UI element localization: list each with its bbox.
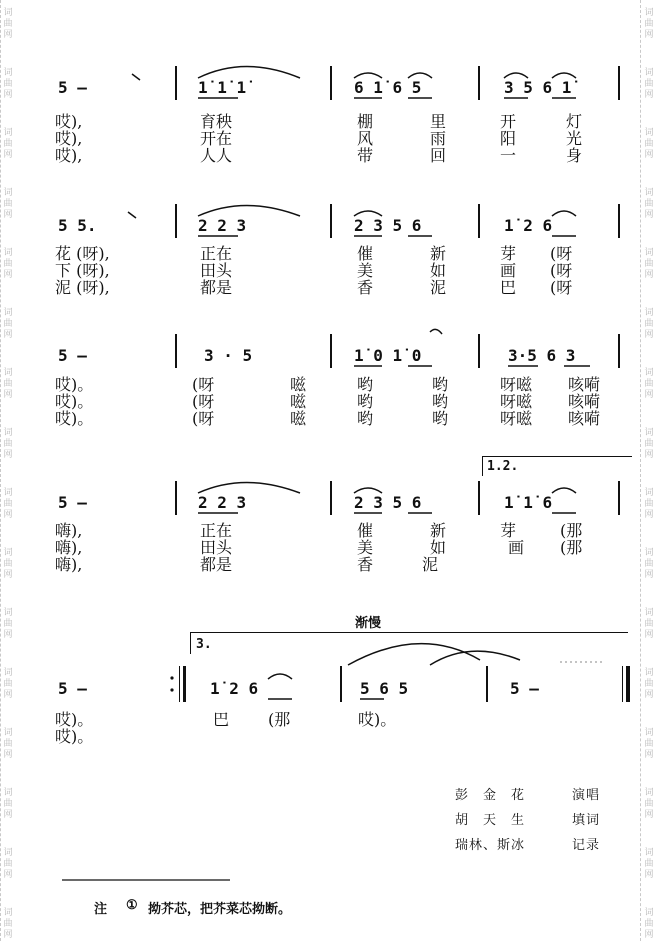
lyric-2-3-c: 香 — [357, 278, 374, 297]
watermark-text: 词 曲 网 — [3, 428, 13, 460]
breath-mark — [430, 329, 442, 334]
lyric-2-5-b: 画 — [500, 261, 517, 280]
lyric-2-2-b: 田头 — [200, 261, 233, 280]
watermark-text: 词 曲 网 — [3, 68, 13, 100]
lyric-4-2-b: 田头 — [200, 538, 233, 557]
watermark-text: 词 曲 网 — [3, 248, 13, 280]
breath-mark — [128, 212, 136, 218]
measure-5-3: 5 6 5 — [360, 679, 409, 698]
lyric-4-5-a: 芽 — [500, 521, 517, 540]
watermark-text: 词 曲 网 — [644, 308, 654, 340]
lyric-3-5-a: 哟 — [432, 375, 449, 394]
measure-3-3: 1̇ 0 1̇ 0 — [354, 346, 422, 365]
lyric-1-1-b: 哎), — [55, 129, 83, 148]
lyric-2-4-c: 泥 — [430, 278, 447, 297]
lyric-4-2-a: 正在 — [200, 521, 233, 540]
lyric-4-1-a: 嗨), — [55, 521, 83, 540]
lyric-3-7-c: 咳嗬 — [568, 409, 601, 428]
lyric-3-2-c: (呀 — [192, 409, 215, 428]
lyric-5-1-b: 哎)。 — [55, 727, 94, 746]
lyric-1-5-a: 开 — [500, 112, 517, 131]
lyric-3-2-b: (呀 — [192, 392, 215, 411]
volta-1-2: 1.2. — [487, 459, 519, 474]
watermark-text: 词 曲 网 — [644, 788, 654, 820]
breath-mark — [132, 74, 140, 80]
measure-1-1: 5 – — [58, 78, 87, 97]
lyric-4-4-a: 新 — [430, 521, 447, 540]
lyric-5-2-a: 巴 — [213, 710, 230, 729]
lyric-3-7-a: 咳嗬 — [568, 375, 601, 394]
lyric-2-1-b: 下 (呀), — [55, 261, 110, 280]
lyric-1-6-a: 灯 — [566, 112, 583, 131]
footnote-marker: ① — [126, 898, 138, 913]
measure-1-3: 6 1̇ 6 5 — [354, 78, 422, 97]
lyric-2-2-c: 都是 — [200, 278, 233, 297]
watermark-text: 词 曲 网 — [644, 428, 654, 460]
measure-5-2: 1̇ 2 6 — [210, 679, 259, 698]
slur — [198, 67, 300, 79]
repeat-dot — [170, 688, 173, 691]
lyric-3-4-c: 哟 — [357, 409, 374, 428]
slur — [354, 73, 382, 78]
footnote-label: 注 — [94, 902, 108, 917]
lyric-1-3-c: 带 — [357, 146, 374, 165]
watermark-text: 词 曲 网 — [644, 488, 654, 520]
lyric-3-4-a: 哟 — [357, 375, 374, 394]
slur — [552, 73, 576, 78]
lyric-3-2-a: (呀 — [192, 375, 215, 394]
lyric-3-1-a: 哎)。 — [55, 375, 94, 394]
lyric-1-5-b: 阳 — [500, 129, 517, 148]
lyric-3-5-c: 哟 — [432, 409, 449, 428]
measure-3-2: 3 · 5 — [204, 346, 253, 365]
lyric-3-1-c: 哎)。 — [55, 409, 94, 428]
lyric-2-5-c: 巴 — [500, 278, 517, 297]
watermark-text: 词 曲 网 — [3, 8, 13, 40]
lyric-4-5-b: 画 — [508, 538, 525, 557]
credit-lyricist-name: 胡 天 生 — [455, 813, 526, 828]
lyric-3-3-c: 嗞 — [290, 409, 307, 428]
watermark-text: 词 曲 网 — [3, 608, 13, 640]
credit-lyricist-role: 填词 — [572, 813, 601, 828]
lyric-1-6-b: 光 — [566, 129, 583, 148]
lyric-3-4-b: 哟 — [357, 392, 374, 411]
lyric-3-3-a: 嗞 — [290, 375, 307, 394]
lyric-4-3-a: 催 — [357, 521, 374, 540]
slur — [198, 483, 300, 494]
watermark-text: 词 曲 网 — [644, 668, 654, 700]
slur — [552, 488, 576, 493]
lyric-2-1-c: 泥 (呀), — [55, 278, 110, 297]
measure-4-2: 2 2 3 — [198, 493, 247, 512]
lyric-5-3-a: (那 — [268, 710, 291, 729]
watermark-text: 词 曲 网 — [3, 488, 13, 520]
lyric-4-4-b: 如 — [430, 538, 447, 557]
measure-2-3: 2 3 5 6 — [354, 216, 422, 235]
lyric-2-4-b: 如 — [430, 261, 447, 280]
lyric-1-1-a: 哎), — [55, 112, 83, 131]
lyric-3-6-b: 呀嗞 — [500, 392, 533, 411]
measure-2-1: 5 5. — [58, 216, 97, 235]
lyric-4-1-b: 嗨), — [55, 538, 83, 557]
volta-3: 3. — [196, 637, 212, 652]
lyric-2-5-a: 芽 — [500, 244, 517, 263]
watermark-text: 词 曲 网 — [3, 368, 13, 400]
lyric-1-2-b: 开在 — [200, 129, 233, 148]
lyric-2-2-a: 正在 — [200, 244, 233, 263]
watermark-text: 词 曲 网 — [3, 308, 13, 340]
credit-recorder-name: 瑞林、斯冰 — [455, 838, 526, 853]
lyric-1-2-a: 育秧 — [200, 112, 233, 131]
watermark-text: 词 曲 网 — [3, 728, 13, 760]
watermark-text: 词 曲 网 — [644, 908, 654, 940]
lyric-3-5-b: 哟 — [432, 392, 449, 411]
credit-recorder-role: 记录 — [572, 838, 601, 853]
measure-2-2: 2 2 3 — [198, 216, 247, 235]
lyric-5-4-a: 哎)。 — [358, 710, 397, 729]
watermark-text: 词 曲 网 — [644, 248, 654, 280]
slur — [198, 206, 300, 217]
measure-4-3: 2 3 5 6 — [354, 493, 422, 512]
slur — [354, 211, 382, 216]
watermark-text: 词 曲 网 — [644, 728, 654, 760]
watermark-text: 词 曲 网 — [3, 848, 13, 880]
lyric-1-3-b: 风 — [357, 129, 374, 148]
measure-1-2: 1̇ 1̇ 1̇ — [198, 78, 247, 97]
lyric-3-1-b: 哎)。 — [55, 392, 94, 411]
lyric-2-6-c: (呀 — [550, 278, 573, 297]
lyric-4-4-c: 泥 — [422, 555, 439, 574]
watermark-text: 词 曲 网 — [3, 548, 13, 580]
tempo-marking: 渐慢 — [355, 616, 382, 631]
watermark-text: 词 曲 网 — [3, 908, 13, 940]
lyric-1-5-c: 一 — [500, 146, 517, 165]
lyric-4-6-a: (那 — [560, 521, 583, 540]
slur — [348, 644, 480, 665]
watermark-text: 词 曲 网 — [644, 68, 654, 100]
watermark-text: 词 曲 网 — [644, 188, 654, 220]
repeat-dot — [170, 676, 173, 679]
watermark-text: 词 曲 网 — [3, 668, 13, 700]
watermark-text: 词 曲 网 — [3, 188, 13, 220]
watermark-text: 词 曲 网 — [3, 788, 13, 820]
slur — [552, 211, 576, 216]
watermark-text: 词 曲 网 — [644, 128, 654, 160]
lyric-5-1-a: 哎)。 — [55, 710, 94, 729]
watermark-text: 词 曲 网 — [644, 8, 654, 40]
lyric-4-3-b: 美 — [357, 538, 374, 557]
lyric-1-4-b: 雨 — [430, 129, 447, 148]
lyric-4-1-c: 嗨), — [55, 555, 83, 574]
lyric-2-1-a: 花 (呀), — [55, 244, 110, 263]
lyric-1-2-c: 人人 — [200, 146, 233, 165]
lyric-1-4-c: 回 — [430, 146, 447, 165]
measure-1-4: 3 5 6 1̇ — [504, 78, 572, 97]
lyric-3-6-a: 呀嗞 — [500, 375, 533, 394]
measure-3-4: 3·5 6 3 — [508, 346, 576, 365]
measure-2-4: 1̇ 2 6 — [504, 216, 553, 235]
watermark-text: 词 曲 网 — [644, 548, 654, 580]
lyric-1-1-c: 哎), — [55, 146, 83, 165]
lyric-3-3-b: 嗞 — [290, 392, 307, 411]
measure-5-4: 5 – — [510, 679, 539, 698]
lyric-4-6-b: (那 — [560, 538, 583, 557]
slur — [268, 674, 292, 679]
lyric-4-2-c: 都是 — [200, 555, 233, 574]
lyric-3-6-c: 呀嗞 — [500, 409, 533, 428]
watermark-text: 词 曲 网 — [644, 608, 654, 640]
measure-3-1: 5 – — [58, 346, 87, 365]
watermark-text: 词 曲 网 — [644, 848, 654, 880]
watermark-text: 词 曲 网 — [644, 368, 654, 400]
footnote-text: 拗芥芯，把芥菜芯拗断。 — [148, 902, 292, 917]
slur — [504, 73, 528, 78]
credit-performer-name: 彭 金 花 — [455, 788, 526, 803]
lyric-3-7-b: 咳嗬 — [568, 392, 601, 411]
lyric-2-3-a: 催 — [357, 244, 374, 263]
lyric-2-6-b: (呀 — [550, 261, 573, 280]
measure-4-4: 1̇ 1̇ 6 — [504, 493, 553, 512]
lyric-4-3-c: 香 — [357, 555, 374, 574]
measure-4-1: 5 – — [58, 493, 87, 512]
measure-5-1: 5 – — [58, 679, 87, 698]
slur — [408, 73, 432, 78]
lyric-2-4-a: 新 — [430, 244, 447, 263]
lyric-1-3-a: 棚 — [357, 112, 374, 131]
watermark-text: 词 曲 网 — [3, 128, 13, 160]
lyric-2-3-b: 美 — [357, 261, 374, 280]
lyric-1-4-a: 里 — [430, 112, 447, 131]
lyric-2-6-a: (呀 — [550, 244, 573, 263]
credit-performer-role: 演唱 — [572, 788, 601, 803]
lyric-1-6-c: 身 — [566, 146, 583, 165]
slur — [354, 488, 382, 493]
